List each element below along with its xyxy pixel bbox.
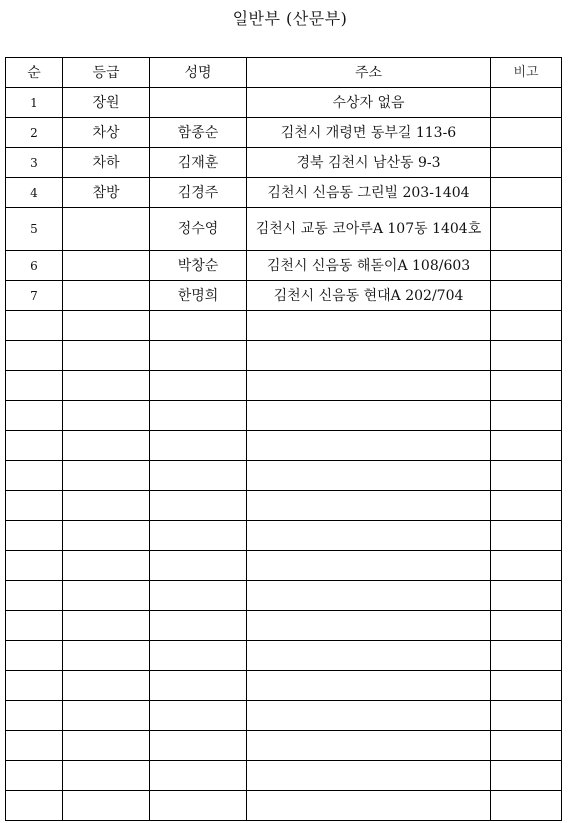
empty-cell-grade — [63, 461, 150, 491]
cell-note — [491, 281, 562, 311]
empty-cell-address — [247, 761, 491, 791]
empty-row — [6, 491, 562, 521]
empty-cell-note — [491, 371, 562, 401]
table-row — [6, 148, 562, 178]
empty-cell-name — [150, 581, 247, 611]
empty-cell-no — [6, 641, 63, 671]
empty-cell-grade — [63, 491, 150, 521]
empty-cell-note — [491, 551, 562, 581]
empty-cell-name — [150, 791, 247, 821]
empty-cell-grade — [63, 791, 150, 821]
empty-cell-name — [150, 551, 247, 581]
empty-cell-grade — [63, 611, 150, 641]
empty-row — [6, 461, 562, 491]
empty-cell-grade — [63, 311, 150, 341]
empty-cell-address — [247, 731, 491, 761]
empty-cell-no — [6, 431, 63, 461]
empty-cell-grade — [63, 341, 150, 371]
empty-cell-note — [491, 401, 562, 431]
empty-cell-grade — [63, 671, 150, 701]
empty-cell-no — [6, 521, 63, 551]
empty-cell-name — [150, 731, 247, 761]
empty-row — [6, 341, 562, 371]
cell-address: 김천시 교동 코아루A 107동 1404호 — [247, 208, 491, 251]
cell-name — [150, 88, 247, 118]
cell-grade — [63, 281, 150, 311]
empty-row — [6, 671, 562, 701]
empty-cell-name — [150, 401, 247, 431]
empty-row — [6, 371, 562, 401]
empty-cell-note — [491, 581, 562, 611]
empty-cell-address — [247, 551, 491, 581]
empty-cell-no — [6, 341, 63, 371]
cell-address: 김천시 신음동 그린빌 203-1404 — [247, 178, 491, 208]
empty-cell-note — [491, 791, 562, 821]
empty-cell-address — [247, 491, 491, 521]
cell-no: 6 — [6, 251, 63, 281]
empty-cell-no — [6, 761, 63, 791]
cell-note — [491, 148, 562, 178]
empty-cell-name — [150, 341, 247, 371]
empty-row — [6, 761, 562, 791]
table-row — [6, 118, 562, 148]
cell-no: 5 — [6, 208, 63, 251]
document-title: 일반부 (산문부) — [232, 9, 348, 28]
empty-cell-name — [150, 521, 247, 551]
empty-cell-name — [150, 371, 247, 401]
empty-cell-no — [6, 731, 63, 761]
cell-name: 한명희 — [150, 281, 247, 311]
empty-row — [6, 581, 562, 611]
empty-cell-grade — [63, 761, 150, 791]
header-no: 순 — [6, 58, 63, 88]
empty-cell-no — [6, 401, 63, 431]
empty-cell-grade — [63, 701, 150, 731]
empty-cell-name — [150, 311, 247, 341]
cell-no: 3 — [6, 148, 63, 178]
empty-cell-grade — [63, 731, 150, 761]
cell-address: 김천시 신음동 현대A 202/704 — [247, 281, 491, 311]
cell-name: 정수영 — [150, 208, 247, 251]
empty-cell-address — [247, 701, 491, 731]
cell-grade: 차상 — [63, 118, 150, 148]
empty-cell-name — [150, 431, 247, 461]
award-table — [5, 57, 562, 821]
empty-cell-no — [6, 701, 63, 731]
cell-address: 경북 김천시 남산동 9-3 — [247, 148, 491, 178]
empty-cell-grade — [63, 551, 150, 581]
empty-cell-address — [247, 611, 491, 641]
empty-cell-grade — [63, 431, 150, 461]
empty-cell-address — [247, 311, 491, 341]
cell-grade: 참방 — [63, 178, 150, 208]
empty-cell-no — [6, 671, 63, 701]
table-row — [6, 281, 562, 311]
empty-cell-no — [6, 311, 63, 341]
cell-note — [491, 208, 562, 251]
table-row — [6, 251, 562, 281]
empty-row — [6, 611, 562, 641]
header-note: 비고 — [491, 58, 562, 88]
table-row — [6, 208, 562, 251]
empty-cell-note — [491, 461, 562, 491]
empty-cell-no — [6, 791, 63, 821]
empty-cell-note — [491, 611, 562, 641]
cell-grade: 차하 — [63, 148, 150, 178]
empty-cell-address — [247, 371, 491, 401]
empty-cell-grade — [63, 581, 150, 611]
empty-row — [6, 701, 562, 731]
empty-row — [6, 791, 562, 821]
empty-cell-no — [6, 611, 63, 641]
empty-cell-note — [491, 521, 562, 551]
empty-cell-name — [150, 611, 247, 641]
cell-note — [491, 178, 562, 208]
empty-row — [6, 641, 562, 671]
empty-cell-grade — [63, 521, 150, 551]
empty-cell-address — [247, 461, 491, 491]
cell-no: 1 — [6, 88, 63, 118]
empty-cell-grade — [63, 401, 150, 431]
empty-cell-name — [150, 491, 247, 521]
empty-cell-name — [150, 701, 247, 731]
empty-cell-address — [247, 341, 491, 371]
empty-row — [6, 731, 562, 761]
cell-no: 2 — [6, 118, 63, 148]
empty-cell-note — [491, 431, 562, 461]
empty-cell-address — [247, 401, 491, 431]
cell-grade: 장원 — [63, 88, 150, 118]
empty-cell-note — [491, 731, 562, 761]
cell-note — [491, 88, 562, 118]
cell-grade — [63, 251, 150, 281]
empty-cell-address — [247, 641, 491, 671]
table-header-row — [6, 58, 562, 88]
cell-address: 김천시 신음동 해돋이A 108/603 — [247, 251, 491, 281]
header-grade: 등급 — [63, 58, 150, 88]
empty-cell-name — [150, 761, 247, 791]
cell-name: 김재훈 — [150, 148, 247, 178]
empty-cell-note — [491, 671, 562, 701]
empty-cell-address — [247, 671, 491, 701]
empty-cell-note — [491, 761, 562, 791]
empty-cell-no — [6, 491, 63, 521]
empty-row — [6, 521, 562, 551]
empty-row — [6, 431, 562, 461]
cell-name: 김경주 — [150, 178, 247, 208]
empty-cell-no — [6, 551, 63, 581]
header-name: 성명 — [150, 58, 247, 88]
empty-cell-grade — [63, 641, 150, 671]
cell-note — [491, 251, 562, 281]
cell-name: 함종순 — [150, 118, 247, 148]
cell-grade — [63, 208, 150, 251]
cell-name: 박창순 — [150, 251, 247, 281]
cell-note — [491, 118, 562, 148]
empty-cell-grade — [63, 371, 150, 401]
empty-cell-name — [150, 461, 247, 491]
empty-cell-name — [150, 641, 247, 671]
empty-cell-no — [6, 461, 63, 491]
empty-cell-address — [247, 431, 491, 461]
empty-cell-address — [247, 581, 491, 611]
table-row — [6, 88, 562, 118]
table-row — [6, 178, 562, 208]
empty-cell-note — [491, 701, 562, 731]
cell-no: 4 — [6, 178, 63, 208]
empty-cell-name — [150, 671, 247, 701]
cell-address: 수상자 없음 — [247, 88, 491, 118]
empty-row — [6, 401, 562, 431]
cell-address: 김천시 개령면 동부길 113-6 — [247, 118, 491, 148]
empty-row — [6, 551, 562, 581]
empty-cell-address — [247, 521, 491, 551]
empty-cell-note — [491, 341, 562, 371]
empty-row — [6, 311, 562, 341]
header-address: 주소 — [247, 58, 491, 88]
cell-no: 7 — [6, 281, 63, 311]
empty-cell-no — [6, 371, 63, 401]
empty-cell-note — [491, 491, 562, 521]
empty-cell-address — [247, 791, 491, 821]
empty-cell-no — [6, 581, 63, 611]
empty-cell-note — [491, 311, 562, 341]
empty-cell-note — [491, 641, 562, 671]
